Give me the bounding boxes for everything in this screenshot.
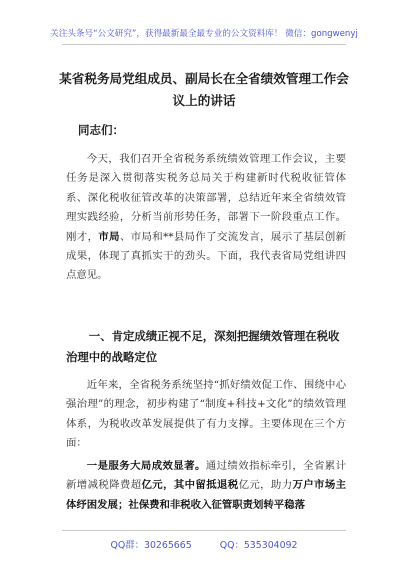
salutation: 同志们： — [78, 123, 124, 137]
footer-qq-number: QQ：535304092 — [219, 540, 298, 551]
point-one-text-2: 亿元，助力 — [238, 479, 293, 492]
document-title: 某省税务局党组成员、副局长在全省绩效管理工作会议上的讲话 — [59, 71, 349, 108]
section-heading-1: 一、肯定成绩正视不足，深刻把握绩效管理在税收治理中的战略定位 — [66, 329, 340, 364]
footer-contact — [0, 537, 408, 551]
header-watermark-note: 关注头条号“公文研究”，获得最新最全最专业的公文资料库！ 微信：gongwenyj — [50, 29, 358, 39]
footer-divider — [62, 530, 346, 531]
footer-qq-group: QQ群：30265665 — [110, 540, 192, 551]
paragraph-opening-part-1: 今天，我们召开全省税务系统绩效管理工作会议，主要任务是深入贯彻落实税务总局关于构建新时代税收征管体系、深化税收征管改革的决策部署，总结近年来全省绩效管理实践经验，分析当前形势任务，部署下一阶段重点工作。刚才， — [66, 153, 346, 243]
point-one-bold-2: 万户市场主体纾困发展；社保费和非税收入征管职责划转平稳落 — [66, 479, 347, 511]
point-one-bold-1: 亿元，其中留抵退税 — [141, 479, 239, 492]
paragraph-point-one — [66, 457, 346, 515]
paragraph-opening-bold: 市局 — [98, 230, 120, 243]
header-divider — [62, 44, 346, 45]
paragraph-opening-part-2: 、市局和**县局作了交流发言，展示了基层创新成果，体现了真抓实干的劲头。下面，我代表省局党组讲四点意见。 — [66, 230, 347, 282]
paragraph-opening — [66, 150, 346, 286]
paragraph-achievements-intro: 近年来，全省税务系统坚持“抓好绩效促工作、围绕中心强治理”的理念，初步构建了“制度+科技+文化”的绩效管理体系，为税收改革发展提供了有力支撑。主要体现在三个方面： — [66, 379, 346, 450]
point-one-text-1: 通过绩效指标牵引，全省累计新增减税降费超 — [66, 460, 347, 492]
point-one-lead: 一是服务大局成效显著。 — [86, 460, 206, 472]
